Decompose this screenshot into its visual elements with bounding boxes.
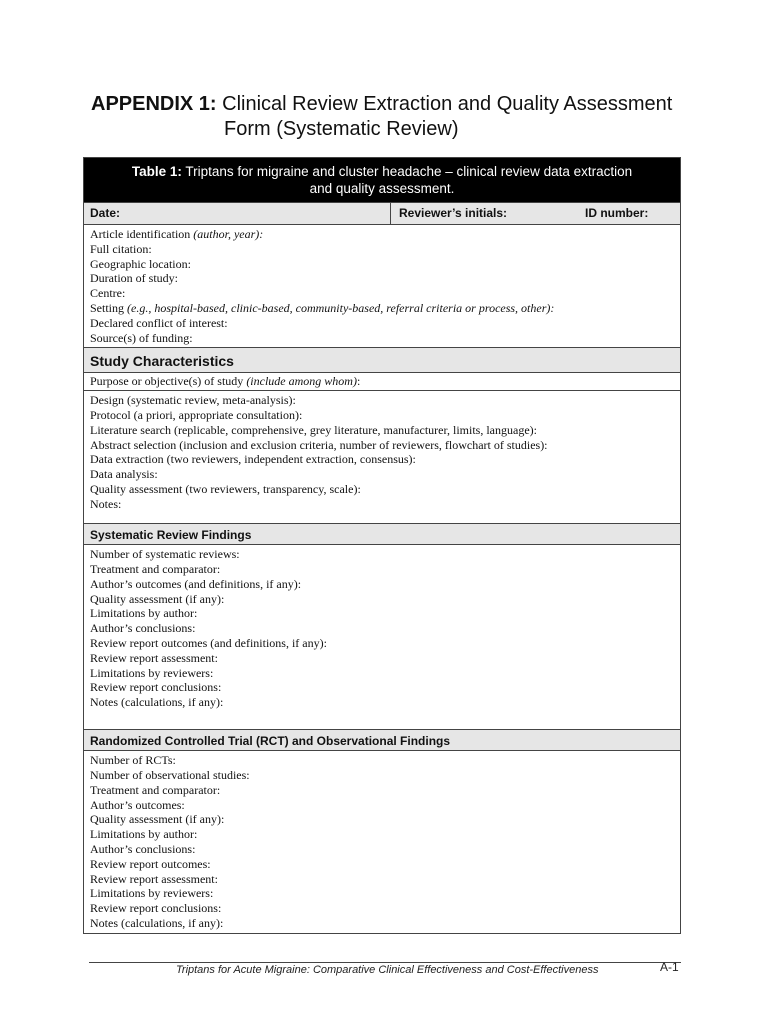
table-caption-line-2: and quality assessment. (309, 181, 455, 196)
title-line-1: Clinical Review Extraction and Quality Assessment (222, 93, 673, 115)
date-field[interactable]: Date: (84, 203, 391, 224)
full-citation-field[interactable]: Full citation: (90, 241, 152, 256)
list-item[interactable]: Data analysis: (90, 467, 158, 482)
article-info-block (84, 225, 680, 347)
list-item[interactable]: Limitations by author: (90, 606, 198, 621)
page-title (91, 92, 691, 142)
list-item[interactable]: Limitations by author: (90, 827, 198, 842)
geographic-location-field[interactable]: Geographic location: (90, 256, 191, 271)
footer-divider (89, 962, 681, 963)
rct-findings-heading: Randomized Controlled Trial (RCT) and Observational Findings (84, 729, 680, 751)
list-item[interactable]: Notes: (90, 496, 122, 511)
list-item[interactable]: Review report conclusions: (90, 680, 222, 695)
list-item[interactable]: Design (systematic review, meta-analysis): (90, 393, 296, 408)
title-line-2: Form (Systematic Review) (224, 118, 459, 140)
list-item[interactable]: Number of observational studies: (90, 767, 250, 782)
list-item[interactable]: Limitations by reviewers: (90, 665, 214, 680)
conflict-field[interactable]: Declared conflict of interest: (90, 315, 228, 330)
list-item[interactable]: Author’s outcomes: (90, 797, 185, 812)
centre-field[interactable]: Centre: (90, 286, 126, 301)
reviewer-initials-field[interactable]: Reviewer’s initials: (399, 206, 508, 220)
list-item[interactable]: Literature search (replicable, comprehensive, grey literature, manufacturer, limits, language): (90, 422, 537, 437)
list-item[interactable]: Review report assessment: (90, 650, 218, 665)
study-characteristics-heading: Study Characteristics (84, 347, 680, 373)
list-item[interactable]: Review report outcomes: (90, 856, 211, 871)
list-item[interactable]: Data extraction (two reviewers, independent extraction, consensus): (90, 452, 416, 467)
list-item[interactable]: Quality assessment (if any): (90, 812, 225, 827)
list-item[interactable]: Treatment and comparator: (90, 561, 221, 576)
list-item[interactable]: Author’s conclusions: (90, 841, 196, 856)
list-item[interactable]: Abstract selection (inclusion and exclusion criteria, number of reviewers, flowchart of studies): (90, 437, 548, 452)
list-item[interactable]: Number of RCTs: (90, 753, 176, 768)
list-item[interactable]: Review report assessment: (90, 871, 218, 886)
list-item[interactable]: Limitations by reviewers: (90, 886, 214, 901)
list-item[interactable]: Author’s conclusions: (90, 621, 196, 636)
id-row (84, 202, 680, 225)
extraction-form (83, 157, 681, 934)
article-id-field[interactable]: Article identification (author, year): (90, 227, 264, 241)
appendix-label: APPENDIX 1: (91, 93, 217, 115)
setting-field[interactable]: Setting (e.g., hospital-based, clinic-based, community-based, referral criteria or process, other): (90, 300, 555, 315)
list-item[interactable]: Quality assessment (if any): (90, 591, 225, 606)
list-item[interactable]: Review report outcomes (and definitions, if any): (90, 635, 327, 650)
footer-title: Triptans for Acute Migraine: Comparative Clinical Effectiveness and Cost-Effectiveness (176, 964, 599, 976)
funding-field[interactable]: Source(s) of funding: (90, 330, 193, 345)
id-number-field[interactable]: ID number: (585, 206, 649, 220)
table-caption-line-1: Triptans for migraine and cluster headache – clinical review data extraction (185, 164, 633, 179)
list-item[interactable]: Quality assessment (two reviewers, transparency, scale): (90, 481, 361, 496)
table-header (84, 158, 680, 202)
purpose-block (84, 373, 680, 390)
list-item[interactable]: Notes (calculations, if any): (90, 915, 224, 930)
table-label: Table 1: (131, 164, 182, 179)
study-characteristics-block (84, 391, 680, 523)
systematic-review-findings-block (84, 545, 680, 729)
duration-field[interactable]: Duration of study: (90, 271, 178, 286)
list-item[interactable]: Number of systematic reviews: (90, 547, 240, 562)
page-number: A-1 (660, 960, 679, 974)
list-item[interactable]: Review report conclusions: (90, 901, 222, 916)
rct-findings-block (84, 751, 680, 933)
purpose-field[interactable]: Purpose or objective(s) of study (include among whom): (90, 374, 361, 389)
list-item[interactable]: Author’s outcomes (and definitions, if any): (90, 576, 302, 591)
systematic-review-findings-heading: Systematic Review Findings (84, 523, 680, 545)
list-item[interactable]: Protocol (a priori, appropriate consultation): (90, 407, 303, 422)
list-item[interactable]: Notes (calculations, if any): (90, 695, 224, 710)
list-item[interactable]: Treatment and comparator: (90, 782, 221, 797)
